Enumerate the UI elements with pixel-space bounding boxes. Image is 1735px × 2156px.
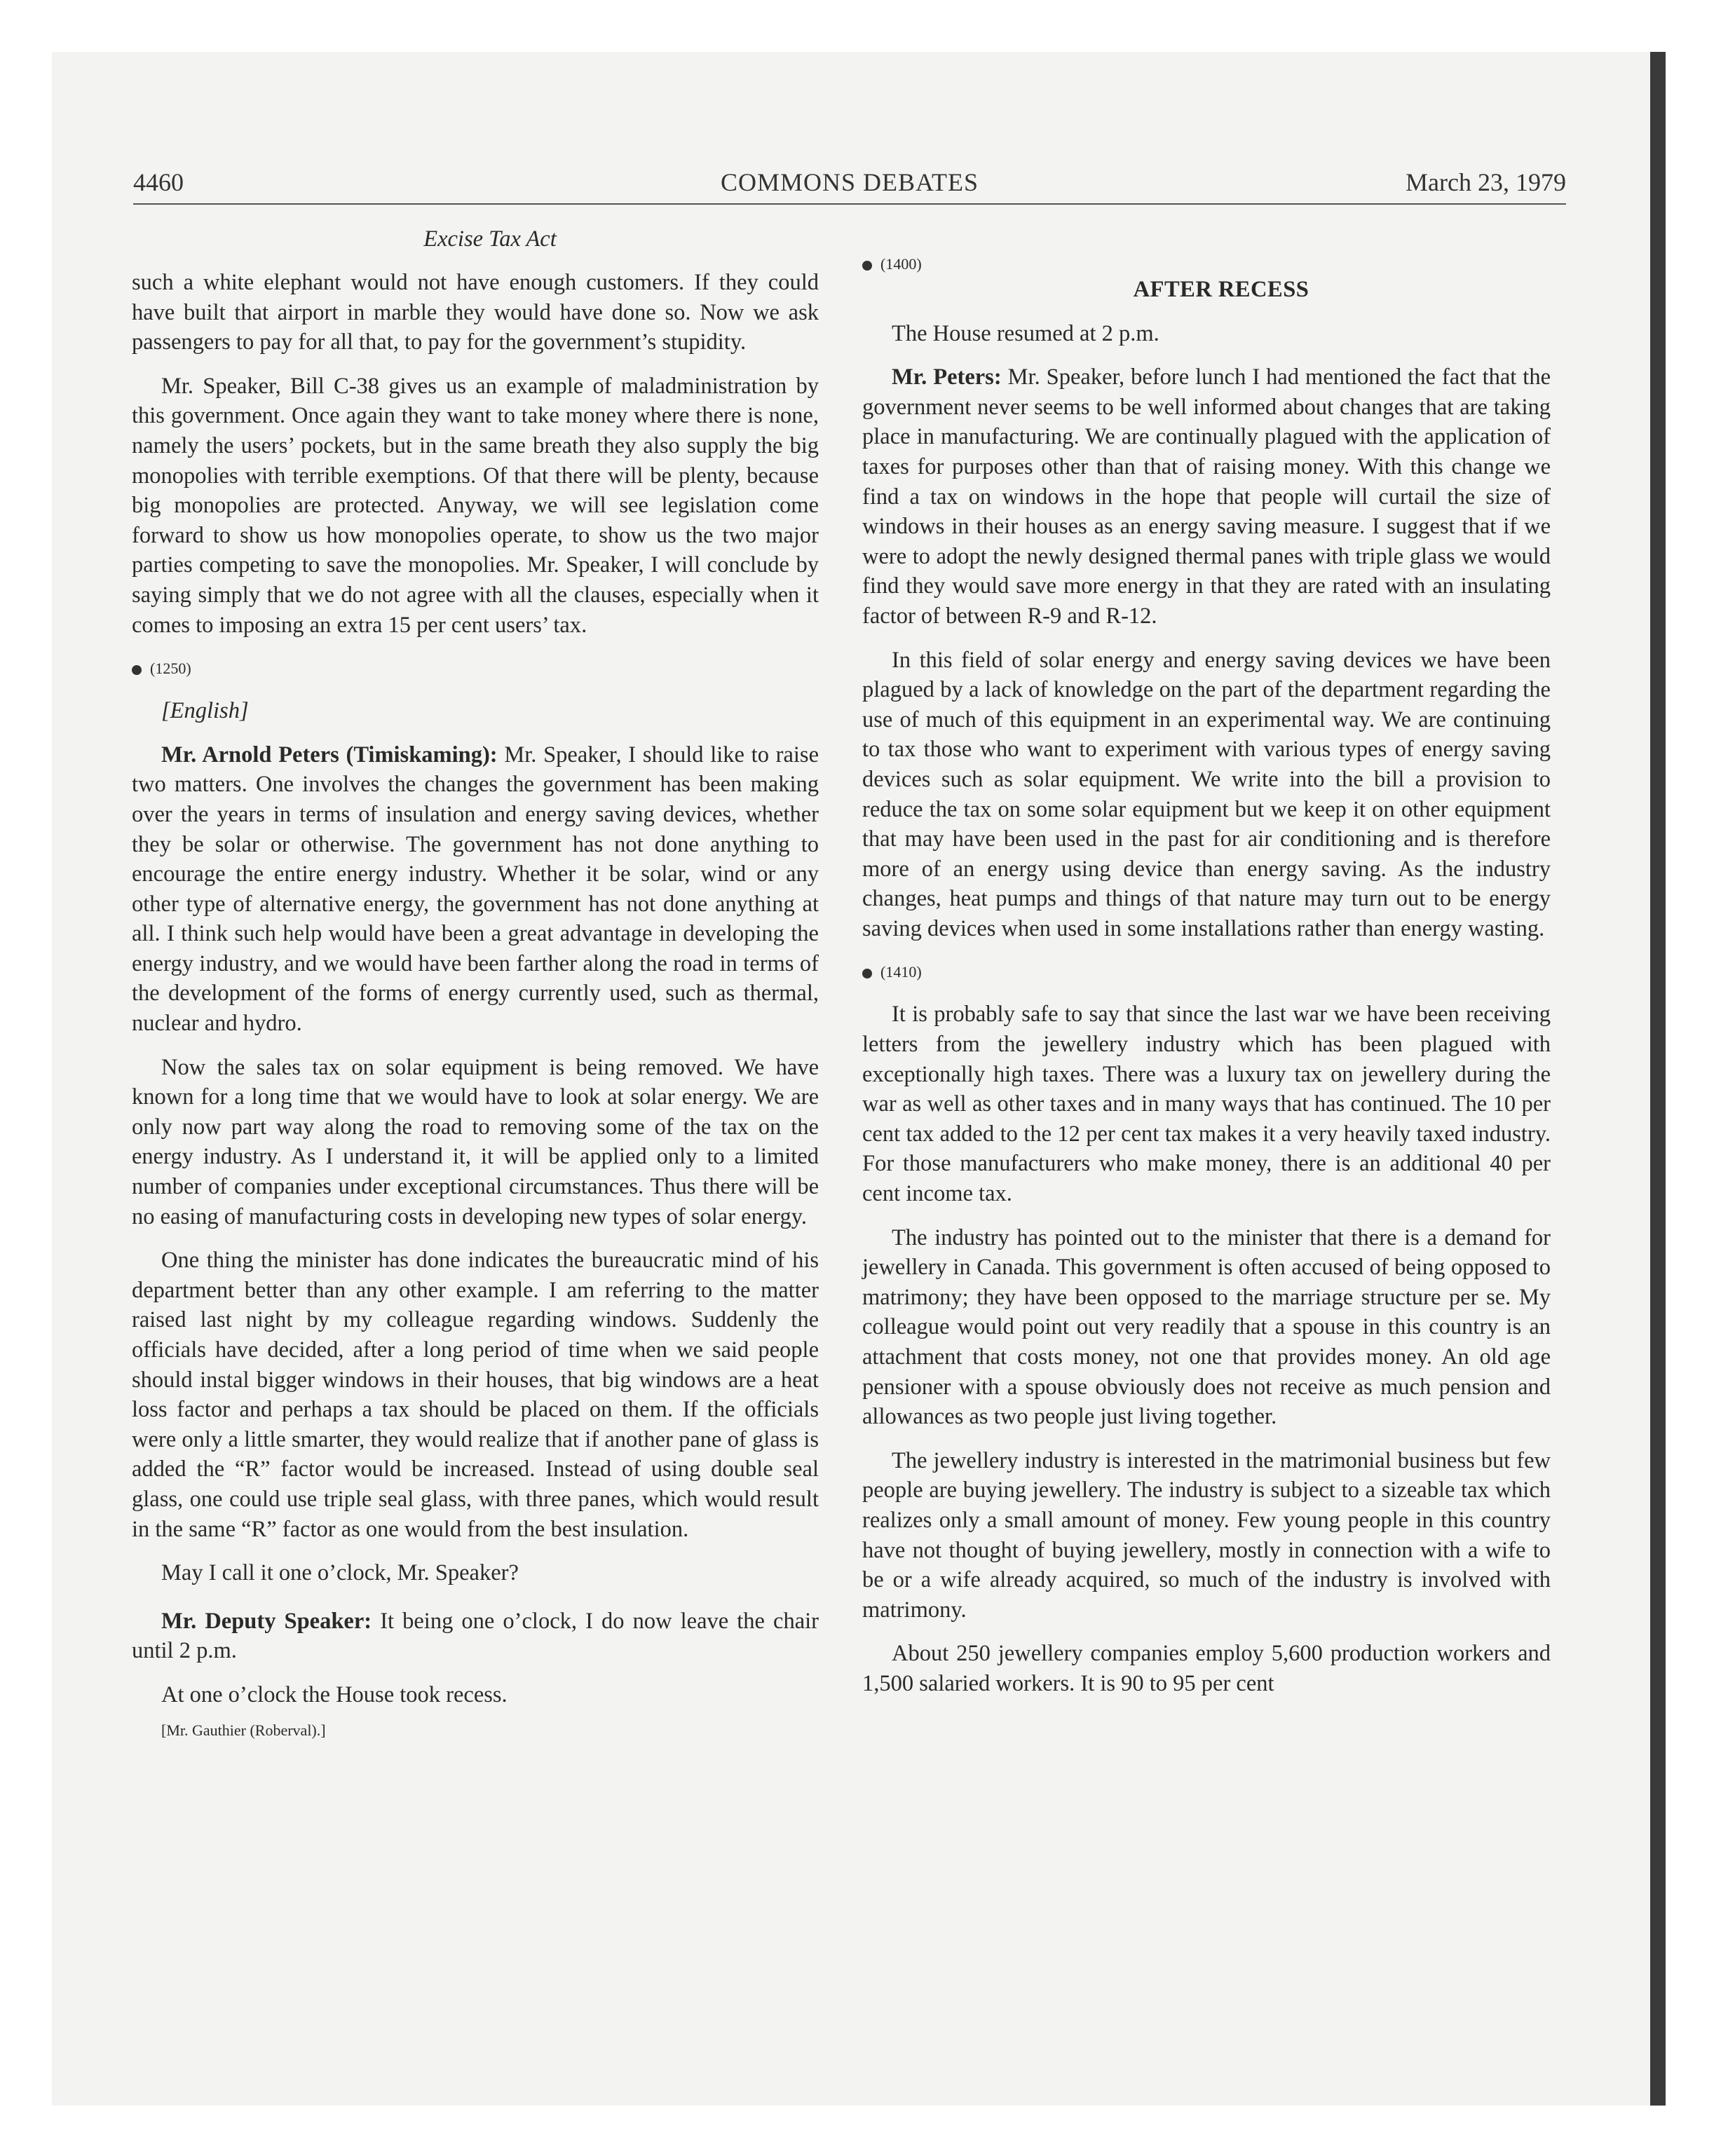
speaker-name: Mr. Arnold Peters (Timiskaming): — [161, 742, 498, 767]
running-head: Excise Tax Act — [423, 226, 557, 252]
speaker-name: Mr. Deputy Speaker: — [161, 1608, 372, 1634]
binding-edge — [1650, 52, 1666, 2106]
paragraph: About 250 jewellery companies employ 5,600 production workers and 1,500 salaried workers. It is 90 to 95 per cent — [862, 1641, 1551, 1696]
bullet-dot-icon — [132, 665, 142, 675]
time-marker — [862, 962, 1551, 983]
paragraph: The House resumed at 2 p.m. — [892, 320, 1159, 346]
bullet-dot-icon — [862, 969, 872, 978]
page-number: 4460 — [133, 168, 184, 196]
speaker-name: Mr. Peters: — [892, 364, 1002, 390]
section-heading: AFTER RECESS — [1133, 277, 1309, 302]
paragraph: The jewellery industry is interested in the matrimonial business but few people are buying jewellery. The industry is subject to a sizeable tax which realizes only a small amount of money. Few young people in this country have not thought of buying jewellery, mostly in connection with a wife to be or a wife already acquired, so much of the industry is involved with matrimony. — [862, 1447, 1551, 1623]
paragraph: In this field of solar energy and energy saving devices we have been plagued by a lack of knowledge on the part of the department regarding the use of much of this equipment in an experimental way. We are continuing to tax those who want to experiment with various types of energy saving devices such as solar equipment. We write into the bill a provision to reduce the tax on some solar equipment but we keep it on other equipment that may have been used in the past for air conditioning and is therefore more of an energy using device than energy saving. As the industry changes, heat pumps and things of that nature may turn out to be energy saving devices when used in some installations rather than energy wasting. — [862, 647, 1551, 941]
header-rule — [133, 203, 1566, 205]
time-marker-label: (1250) — [150, 660, 191, 678]
paragraph: Mr. Speaker, Bill C-38 gives us an example of maladministration by this government. Once again they want to take money where there is none, namely the users’ pockets, but in the same breath they also supply the big monopolies with terrible exemptions. Of that there will be plenty, because big monopolies are protected. Anyway, we will see legislation come forward to show us how monopolies operate, to show us the two major parties competing to save the monopolies. Mr. Speaker, I will conclude by saying simply that we do not agree with all the clauses, especially when it comes to imposing an extra 15 per cent users’ tax. — [132, 373, 819, 638]
footnote: [Mr. Gauthier (Roberval).] — [161, 1721, 326, 1739]
paragraph: such a white elephant would not have enough customers. If they could have built that airport in marble they would have done so. Now we ask passengers to pay for all that, to pay for the government’s stupidity. — [132, 270, 819, 355]
paragraph: The industry has pointed out to the minister that there is a demand for jewellery in Canada. This government is often accused of being opposed to matrimony; they have been opposed to the marriage structure per se. My colleague would point out very readily that a spouse in this country is an attachment that costs money, not one that provides money. An old age pensioner with a spouse obviously does not receive as much pension and allowances as two people just living together. — [862, 1224, 1551, 1430]
paragraph: At one o’clock the House took recess. — [161, 1681, 508, 1707]
paragraph: It is probably safe to say that since the last war we have been receiving letters from the jewellery industry which has been plagued with exceptionally high taxes. There was a luxury tax on jewellery during the war as well as other taxes and in many ways that has continued. The 10 per cent tax added to the 12 per cent tax makes it a very heavily taxed industry. For those manufacturers who make money, there is an additional 40 per cent income tax. — [862, 1002, 1551, 1207]
page-header — [133, 161, 1566, 203]
time-marker-label: (1400) — [880, 255, 922, 273]
language-note: [English] — [161, 698, 249, 724]
right-column — [862, 224, 1551, 1699]
publication-title: COMMONS DEBATES — [720, 168, 979, 196]
speech-text: Mr. Speaker, before lunch I had mentioned the fact that the government never seems to be well informed about changes that are taking place in manufacturing. We are continually plagued with the application of taxes for purposes other than that of raising money. With this change we find a tax on windows in the hope that people will curtail the size of windows in their houses as an energy saving measure. I suggest that if we were to adopt the newly designed thermal panes with triple glass we would find they would save more energy in that they are rated with an insulating factor of between R-9 and R-12. — [862, 364, 1551, 629]
paragraph: Now the sales tax on solar equipment is being removed. We have known for a long time that we would have to look at solar energy. We are only now part way along the road to removing some of the tax on the energy industry. As I understand it, it will be applied only to a limited number of companies under exceptional circumstances. Thus there will be no easing of manufacturing costs in developing new types of solar energy. — [132, 1054, 819, 1229]
time-marker — [132, 658, 819, 679]
speech-paragraph — [132, 1606, 819, 1666]
speech-paragraph — [862, 362, 1551, 631]
paragraph: May I call it one o’clock, Mr. Speaker? — [161, 1560, 519, 1586]
bullet-dot-icon — [862, 261, 872, 271]
time-marker-label: (1410) — [880, 963, 922, 981]
speech-paragraph — [132, 740, 819, 1039]
left-column — [132, 224, 819, 1741]
speech-text: Mr. Speaker, I should like to raise two matters. One involves the changes the government has been making over the years in terms of insulation and energy saving devices, whether they be solar or otherwise. The government has not done anything to encourage the entire energy industry. Whether it be solar, wind or any other type of alternative energy, the government has not done anything at all. I think such help would have been a great advantage in developing the energy industry, and we would have been farther along the road in terms of the development of the forms of energy currently used, such as thermal, nuclear and hydro. — [132, 742, 819, 1037]
speech-text: It being one o’clock, I do now leave the chair until 2 p.m. — [132, 1608, 819, 1664]
publication-date: March 23, 1979 — [1406, 168, 1566, 196]
paragraph: One thing the minister has done indicates the bureaucratic mind of his department better than any other example. I am referring to the matter raised last night by my colleague regarding windows. Suddenly the officials have decided, after a long period of time when we said people should instal bigger windows in their houses, that big windows are a heat loss factor and perhaps a tax should be placed on them. If the officials were only a little smarter, they would realize that if another pane of glass is added the “R” factor would be increased. Instead of using double seal glass, one could use triple seal glass, with three panes, which would result in the same “R” factor as one would from the best insulation. — [132, 1248, 819, 1542]
time-marker — [862, 254, 1551, 275]
